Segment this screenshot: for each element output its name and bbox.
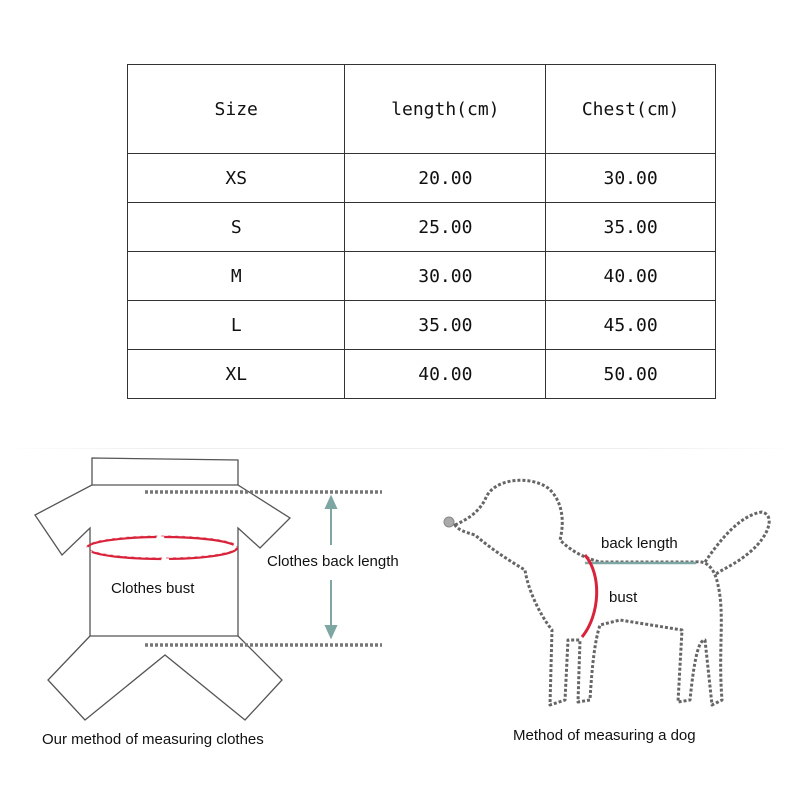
dog-tail-outline bbox=[705, 512, 769, 575]
size-chart-table bbox=[127, 64, 716, 399]
cell-size: XL bbox=[128, 350, 345, 399]
cell-length: 20.00 bbox=[345, 154, 546, 203]
table-row bbox=[128, 252, 716, 301]
dog-back-length-label: back length bbox=[601, 535, 678, 552]
cell-length: 35.00 bbox=[345, 301, 546, 350]
dog-bust-curve bbox=[582, 555, 597, 637]
cell-length: 40.00 bbox=[345, 350, 546, 399]
cell-size: XS bbox=[128, 154, 345, 203]
cell-chest: 30.00 bbox=[546, 154, 716, 203]
clothes-back-length-label: Clothes back length bbox=[267, 553, 399, 570]
header-chest: Chest(cm) bbox=[546, 65, 716, 154]
table-row bbox=[128, 301, 716, 350]
clothes-caption: Our method of measuring clothes bbox=[42, 731, 264, 748]
cell-size: L bbox=[128, 301, 345, 350]
clothes-bust-label: Clothes bust bbox=[111, 580, 195, 597]
cell-length: 30.00 bbox=[345, 252, 546, 301]
table-row bbox=[128, 350, 716, 399]
header-length: length(cm) bbox=[345, 65, 546, 154]
cell-length: 25.00 bbox=[345, 203, 546, 252]
cell-chest: 35.00 bbox=[546, 203, 716, 252]
dog-caption: Method of measuring a dog bbox=[513, 727, 696, 744]
dog-bust-label: bust bbox=[609, 589, 638, 606]
dog-measurement-diagram bbox=[0, 440, 800, 760]
cell-size: S bbox=[128, 203, 345, 252]
cell-size: M bbox=[128, 252, 345, 301]
table-row bbox=[128, 154, 716, 203]
table-header-row bbox=[128, 65, 716, 154]
dog-nose bbox=[444, 517, 454, 527]
cell-chest: 50.00 bbox=[546, 350, 716, 399]
cell-chest: 40.00 bbox=[546, 252, 716, 301]
cell-chest: 45.00 bbox=[546, 301, 716, 350]
dog-outline bbox=[455, 480, 722, 705]
table-row bbox=[128, 203, 716, 252]
header-size: Size bbox=[128, 65, 345, 154]
